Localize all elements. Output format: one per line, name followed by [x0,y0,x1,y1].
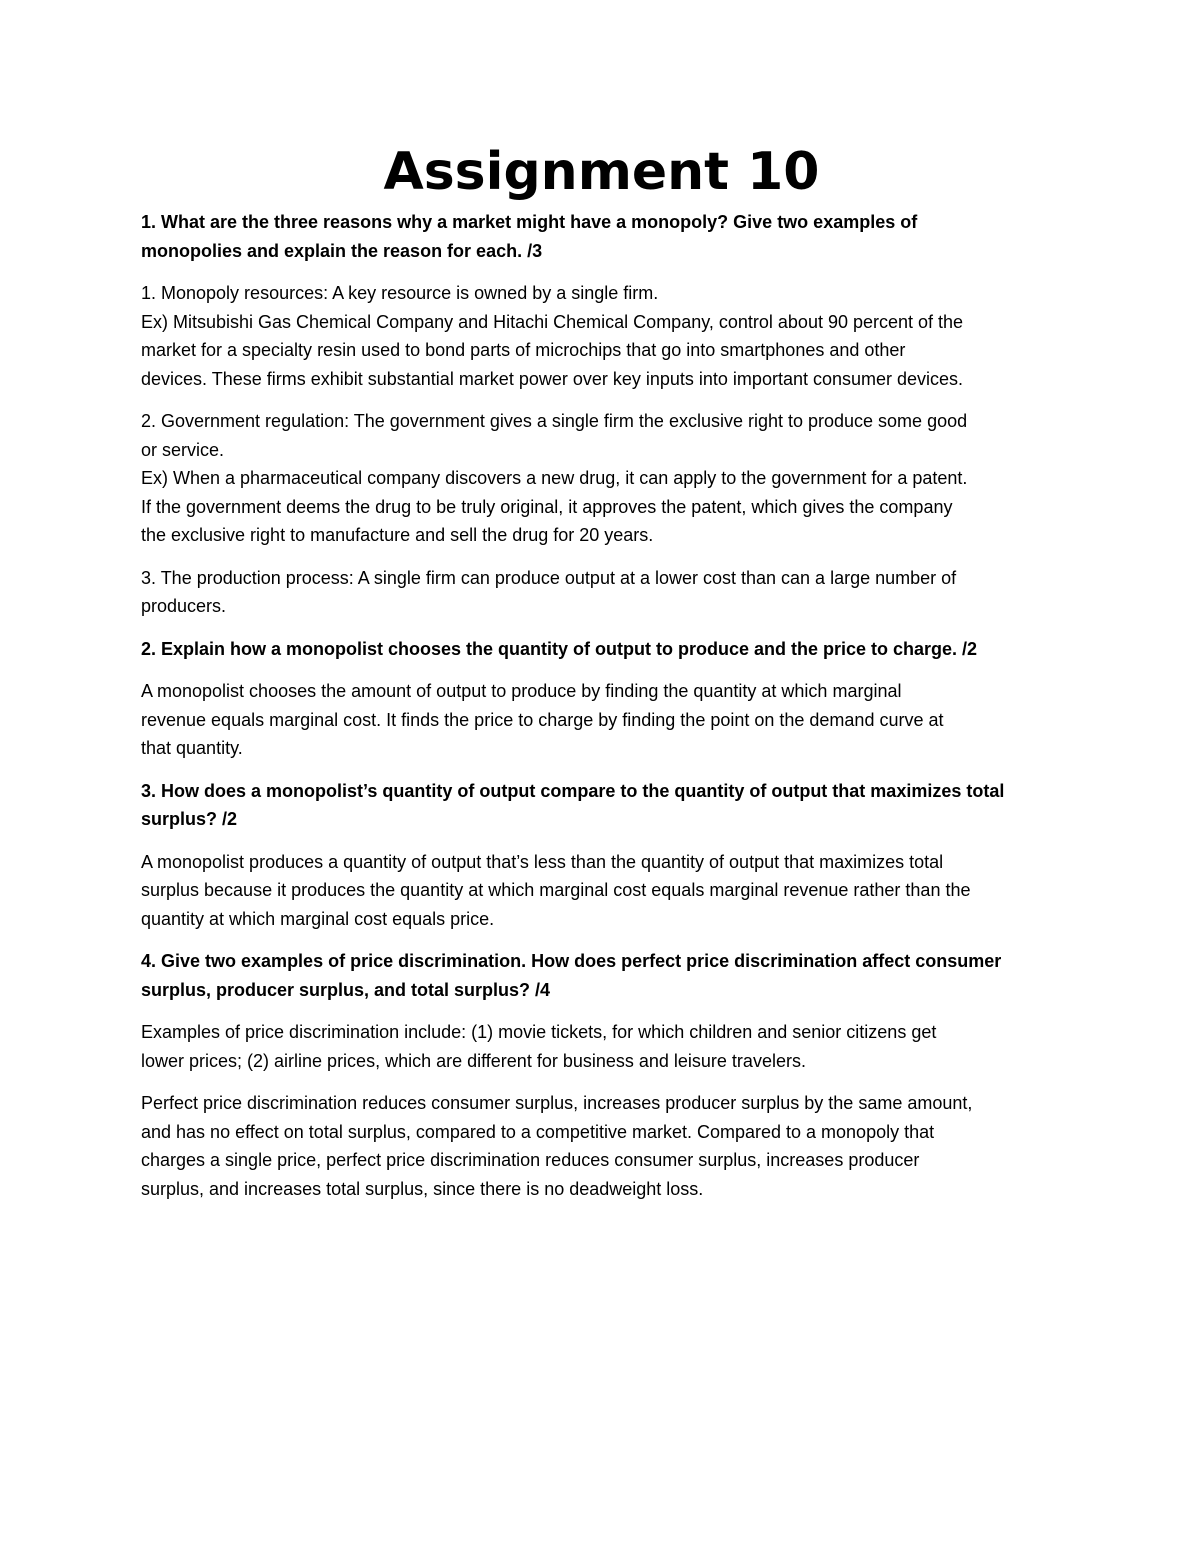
answer-1-reason-3 [141,564,1066,621]
answer-line: Examples of price discrimination include: (1) movie tickets, for which children and senior citizens get [141,1022,937,1042]
question-1 [141,208,1066,265]
answer-line: revenue equals marginal cost. It finds the price to charge by finding the point on the demand curve at [141,709,944,730]
answer-line: lower prices; (2) airline prices, which are different for business and leisure travelers. [141,1050,806,1071]
answer-line: A monopolist chooses the amount of output to produce by finding the quantity at which marginal [141,681,902,701]
question-1-line: monopolies and explain the reason for each. /3 [141,240,543,261]
answer-line: 3. The production process: A single firm can produce output at a lower cost than can a large number of [141,567,957,588]
answer-line: 1. Monopoly resources: A key resource is owned by a single firm. [141,283,659,303]
document-page [141,140,1066,1217]
answer-line: 2. Government regulation: The government gives a single firm the exclusive right to produce some good [141,411,968,431]
answer-line: that quantity. [141,738,243,758]
answer-4-effects [141,1089,1066,1203]
page-title: Assignment 10 [383,142,820,202]
answer-line: or service. [141,439,225,460]
answer-line: Ex) Mitsubishi Gas Chemical Company and Hitachi Chemical Company, control about 90 percent of the [141,311,964,332]
answer-line: charges a single price, perfect price discrimination reduces consumer surplus, increases producer [141,1150,920,1170]
question-3-line: 3. How does a monopolist’s quantity of output compare to the quantity of output that maximizes total [141,780,1005,801]
answer-4-examples [141,1018,1066,1075]
answer-line: If the government deems the drug to be truly original, it approves the patent, which gives the company [141,496,953,517]
answer-line: and has no effect on total surplus, compared to a competitive market. Compared to a monopoly that [141,1121,935,1142]
question-2 [141,635,1066,664]
answer-line: devices. These firms exhibit substantial market power over key inputs into important consumer devices. [141,368,964,389]
answer-line: quantity at which marginal cost equals price. [141,908,495,929]
answer-3 [141,848,1066,934]
question-2-line: 2. Explain how a monopolist chooses the quantity of output to produce and the price to charge. /2 [141,638,978,659]
answer-line: the exclusive right to manufacture and sell the drug for 20 years. [141,525,654,545]
question-4-line: surplus, producer surplus, and total surplus? /4 [141,979,551,1000]
question-3-line: surplus? /2 [141,809,238,829]
answer-1-reason-1 [141,279,1066,393]
answer-line: market for a specialty resin used to bond parts of microchips that go into smartphones and other [141,340,906,360]
question-4 [141,947,1066,1004]
answer-1-reason-2 [141,407,1066,550]
question-4-line: 4. Give two examples of price discrimination. How does perfect price discrimination affect consumer [141,951,1002,971]
answer-line: A monopolist produces a quantity of output that’s less than the quantity of output that maximizes total [141,851,944,872]
answer-line: Ex) When a pharmaceutical company discovers a new drug, it can apply to the government for a patent. [141,468,968,488]
question-1-line: 1. What are the three reasons why a market might have a monopoly? Give two examples of [141,212,918,232]
answer-line: surplus, and increases total surplus, since there is no deadweight loss. [141,1178,704,1199]
answer-line: producers. [141,596,227,616]
question-3 [141,777,1066,834]
answer-line: surplus because it produces the quantity at which marginal cost equals marginal revenue rather than the [141,880,971,900]
answer-line: Perfect price discrimination reduces consumer surplus, increases producer surplus by the same amount, [141,1093,973,1113]
answer-2 [141,677,1066,763]
